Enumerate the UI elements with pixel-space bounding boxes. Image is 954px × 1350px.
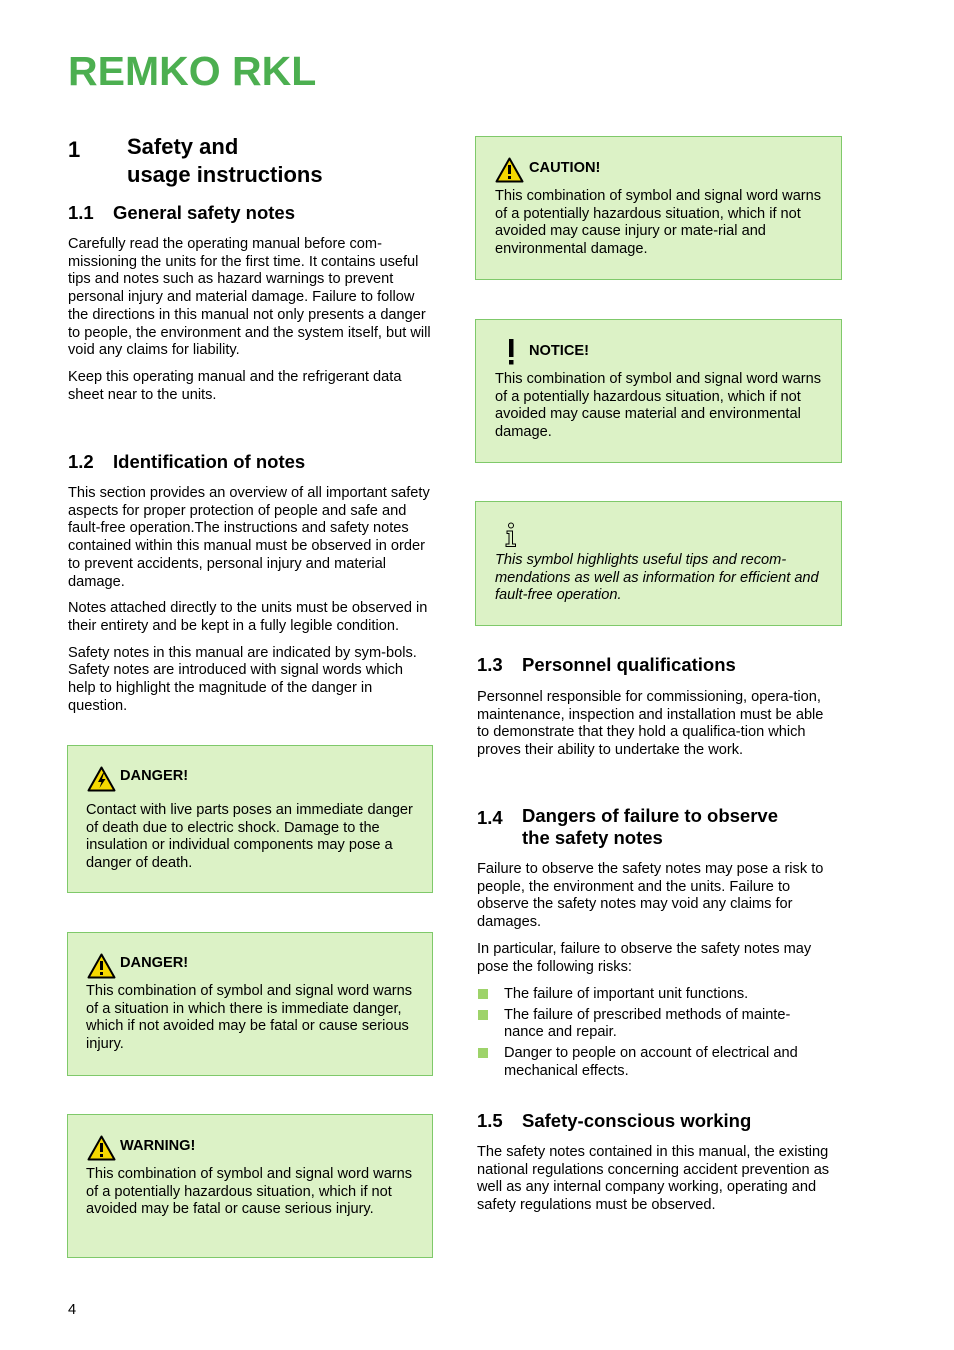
page-number: 4: [68, 1302, 77, 1318]
risk-list: [477, 986, 843, 1084]
paragraph: Failure to observe the safety notes may pose a risk to people, the environment and the units. Failure to observe the safety notes may void any claims for damages.: [477, 861, 824, 931]
safety-conscious-body: [477, 1144, 839, 1215]
heading-1-1: [68, 202, 295, 224]
personnel-body: [477, 689, 839, 760]
notice-box: [475, 319, 842, 463]
bullet-square-icon: [478, 989, 488, 999]
paragraph: This section provides an overview of all important safety aspects for proper protection of people and safe and fault-free operation.The instructions and safety notes contained within this manual must be observed in order to prevent accidents, personal injury and material damage.: [68, 485, 430, 590]
heading-number: 1.4: [477, 807, 503, 828]
paragraph: Notes attached directly to the units must be observed in their entirety and be kept in a fully legible condition.: [68, 600, 428, 634]
list-item: [477, 1007, 843, 1042]
list-item-text: The failure of important unit functions.: [504, 986, 749, 1002]
section-title-line1: Safety and: [127, 134, 239, 159]
signal-word: DANGER!: [120, 955, 189, 971]
bullet-square-icon: [478, 1010, 488, 1020]
box-text: Contact with live parts poses an immediate danger of death due to electric shock. Damage to the insulation or individual components may pose a danger of death.: [86, 802, 413, 872]
box-text: This combination of symbol and signal word warns of a potentially hazardous situation, which if not avoided may cause injury or mate-rial and environmental damage.: [495, 188, 822, 258]
signal-word: CAUTION!: [529, 160, 601, 176]
info-box: [475, 501, 842, 626]
heading-text: [522, 805, 778, 849]
list-item: [477, 986, 843, 1004]
exclamation-icon: [506, 338, 516, 366]
heading-line2: the safety notes: [522, 827, 663, 848]
heading-text: Identification of notes: [113, 451, 306, 472]
heading-text: Safety-conscious working: [522, 1110, 752, 1131]
box-text: This combination of symbol and signal word warns of a situation in which there is immediate danger, which if not avoided may be fatal or cause serious injury.: [86, 983, 413, 1053]
signal-word: DANGER!: [120, 768, 189, 784]
paragraph: In particular, failure to observe the safety notes may pose the following risks:: [477, 940, 812, 975]
heading-1-2: [68, 451, 305, 473]
heading-line1: Dangers of failure to observe: [522, 805, 778, 826]
heading-1-3: [477, 654, 736, 676]
section-number: 1: [68, 137, 81, 162]
warning-triangle-icon: [87, 953, 116, 979]
heading-1-4: [477, 805, 778, 849]
info-icon: [502, 522, 520, 548]
heading-number: 1.1: [68, 202, 94, 223]
section-title: [127, 133, 323, 189]
electric-hazard-icon: [87, 766, 116, 792]
caution-box: [475, 136, 842, 280]
heading-number: 1.2: [68, 451, 94, 472]
box-text: This combination of symbol and signal word warns of a potentially hazardous situation, which if not avoided may be fatal or cause serious injury.: [86, 1166, 413, 1218]
signal-word: NOTICE!: [529, 343, 589, 359]
heading-text: General safety notes: [113, 202, 295, 223]
warning-box: [67, 1114, 433, 1258]
heading-number: 1.5: [477, 1110, 503, 1131]
box-text: This symbol highlights useful tips and recom-mendations as well as information for efficient and fault-free operation.: [495, 552, 819, 604]
danger-box-electric: [67, 745, 433, 893]
heading-number: 1.3: [477, 654, 503, 675]
identification-body: [68, 485, 434, 715]
paragraph: The safety notes contained in this manual, the existing national regulations concerning accident prevention as well as any internal company working, operating and safety regulations must be observed.: [477, 1144, 830, 1214]
paragraph: Personnel responsible for commissioning, opera-tion, maintenance, inspection and installation must be able to demonstrate that they hold a qualifica-tion which proves their ability to undertake the work.: [477, 689, 824, 759]
heading-text: Personnel qualifications: [522, 654, 736, 675]
page-title: REMKO RKL: [68, 48, 317, 94]
danger-box: [67, 932, 433, 1076]
paragraph: Carefully read the operating manual before com-missioning the units for the first time. It contains useful tips and notes such as hazard warnings to prevent personal injury and material damage. Failure to follow the directions in this manual not only presents a danger to people, the environment and the system itself, but will void any claims for liability.: [68, 236, 431, 359]
dangers-body: [477, 861, 843, 976]
box-text: This combination of symbol and signal word warns of a potentially hazardous situation, which if not avoided may cause material and environmental damage.: [495, 371, 822, 441]
general-safety-notes-body: [68, 236, 432, 404]
list-item-text: Danger to people on account of electrical and mechanical effects.: [504, 1045, 798, 1079]
paragraph: Keep this operating manual and the refrigerant data sheet near to the units.: [68, 368, 402, 403]
section-title-line2: usage instructions: [127, 162, 323, 187]
bullet-square-icon: [478, 1048, 488, 1058]
list-item-text: The failure of prescribed methods of mainte-nance and repair.: [504, 1006, 791, 1041]
warning-triangle-icon: [495, 157, 524, 183]
warning-triangle-icon: [87, 1135, 116, 1161]
list-item: [477, 1045, 843, 1080]
heading-1-5: [477, 1110, 751, 1132]
paragraph: Safety notes in this manual are indicated by sym-bols. Safety notes are introduced with signal words which help to highlight the magnitude of the danger in question.: [68, 644, 417, 714]
signal-word: WARNING!: [120, 1138, 196, 1154]
